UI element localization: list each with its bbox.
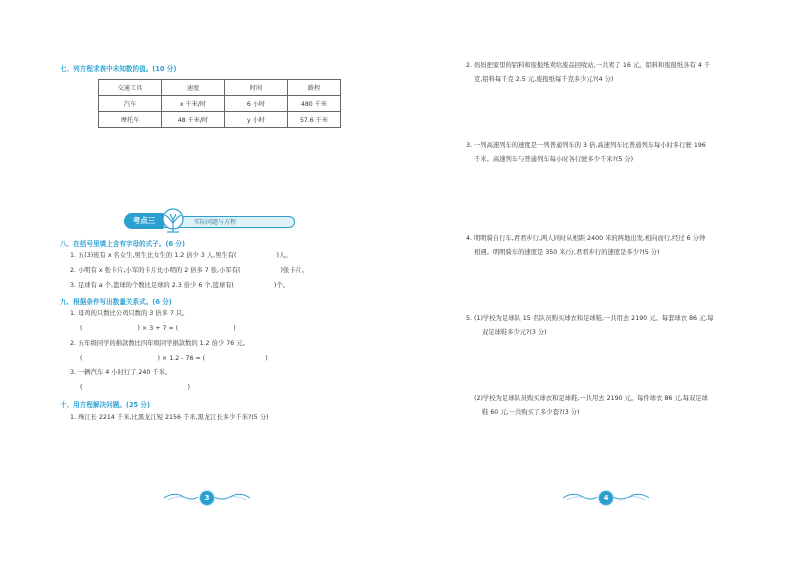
problem-5b-line-1: (2)学校为足球队员购买球衣和足球鞋,一共用去 2190 元。每件球衣 86 元,每双足球 [474,395,708,402]
section-8-title: 八、在括号里填上含有字母的式子。(6 分) [60,240,186,248]
speed-table [98,79,341,128]
banner-tag: 考点三 [124,213,164,229]
table-cell: y 小时 [225,112,288,128]
problem-5a-line-2: 双足球鞋多少元?(3 分) [482,329,547,336]
problem-2-line-2: 克,铝料每千克 2.5 元,废报纸每千克多少元?(4 分) [474,76,614,83]
section-10-title: 十、用方程解决问题。(25 分) [60,401,151,409]
tree-icon [160,208,186,234]
table-row [99,112,341,128]
table-cell: 57.6 千米 [288,112,341,128]
table-cell: x 千米/时 [162,96,225,112]
section-7-title: 七、列方程求表中未知数的值。(10 分) [60,65,177,73]
relation-answer-3: ( ) [80,384,190,391]
left-page [0,0,396,561]
problem-5a-line-1: 5. (1)学校为足球队 15 名队员购买球衣和足球鞋,一共用去 2190 元。每套球衣 86 元,每 [466,315,714,322]
banner-subtitle: 实际问题与方程 [194,219,237,226]
table-cell: 480 千米 [288,96,341,112]
page-number-badge [162,488,252,506]
problem-4-line-2: 相遇。明明骑车的速度是 350 米/分,君君步行的速度是多少?(5 分) [474,249,660,256]
fill-item-2 [70,267,308,275]
table-row [99,96,341,112]
right-page [396,0,793,561]
problem-5b-line-2: 鞋 60 元,一共购买了多少套?(3 分) [482,409,580,416]
page-number: 4 [598,490,614,506]
problem-2-line-1: 2. 妈妈把家里的铝料和废报纸卖给废品回收站,一共卖了 16 元。铝料和废报纸各有 4 千 [466,62,711,69]
relation-question-1: 1. 母鸡的只数比公鸡只数的 3 倍多 7 只。 [70,310,189,317]
problem-4-line-1: 4. 明明骑自行车,君君步行,两人同时从相距 2400 米的两地出发,相向而行,经过 6 分钟 [466,235,706,242]
table-header-row [99,80,341,96]
fill-item-end: )个。 [274,282,290,289]
fill-item-end: )张卡片。 [280,267,309,274]
problem-1: 1. 珠江长 2214 千米,比黑龙江短 2156 千米,黑龙江长多少千米?(5 分) [70,414,269,421]
fill-item-1 [70,252,292,260]
table-header: 交通工具 [99,80,162,96]
fill-item-text: 1. 五(3)班有 x 名女生,男生比女生的 1.2 倍少 3 人,男生有( [70,252,237,259]
page-number: 3 [199,490,215,506]
relation-answer-1: ( ) × 3 + 7 = ( ) [80,325,236,332]
fill-item-3 [70,282,289,290]
table-cell: 48 千米/时 [162,112,225,128]
fill-item-end: )人。 [276,252,292,259]
page-number-badge [561,488,651,506]
section-9-title: 九、根据条件写出数量关系式。(6 分) [60,298,172,306]
relation-answer-2: ( ) × 1.2 - 76 = ( ) [80,355,268,362]
table-cell: 6 小时 [225,96,288,112]
relation-question-2: 2. 五年级同学的捐款数比四年级同学捐款数的 1.2 倍少 76 元。 [70,340,249,347]
table-cell: 汽车 [99,96,162,112]
problem-3-line-1: 3. 一列高速列车的速度是一列普通列车的 3 倍,高速列车比普通列车每小时多行驶 196 [466,142,706,149]
fill-item-text: 3. 足球有 a 个,篮球的个数比足球的 2.3 倍少 6 个,篮球有( [70,282,234,289]
relation-question-3: 3. 一辆汽车 4 小时行了 240 千米。 [70,369,172,376]
table-header: 路程 [288,80,341,96]
topic-banner [120,208,295,234]
problem-3-line-2: 千米。高速列车与普通列车每小时各行驶多少千米?(5 分) [474,156,634,163]
table-header: 速度 [162,80,225,96]
table-cell: 摩托车 [99,112,162,128]
fill-item-text: 2. 小明有 x 张卡片,小军的卡片比小明的 2 倍多 7 张,小军有( [70,267,241,274]
table-header: 时间 [225,80,288,96]
